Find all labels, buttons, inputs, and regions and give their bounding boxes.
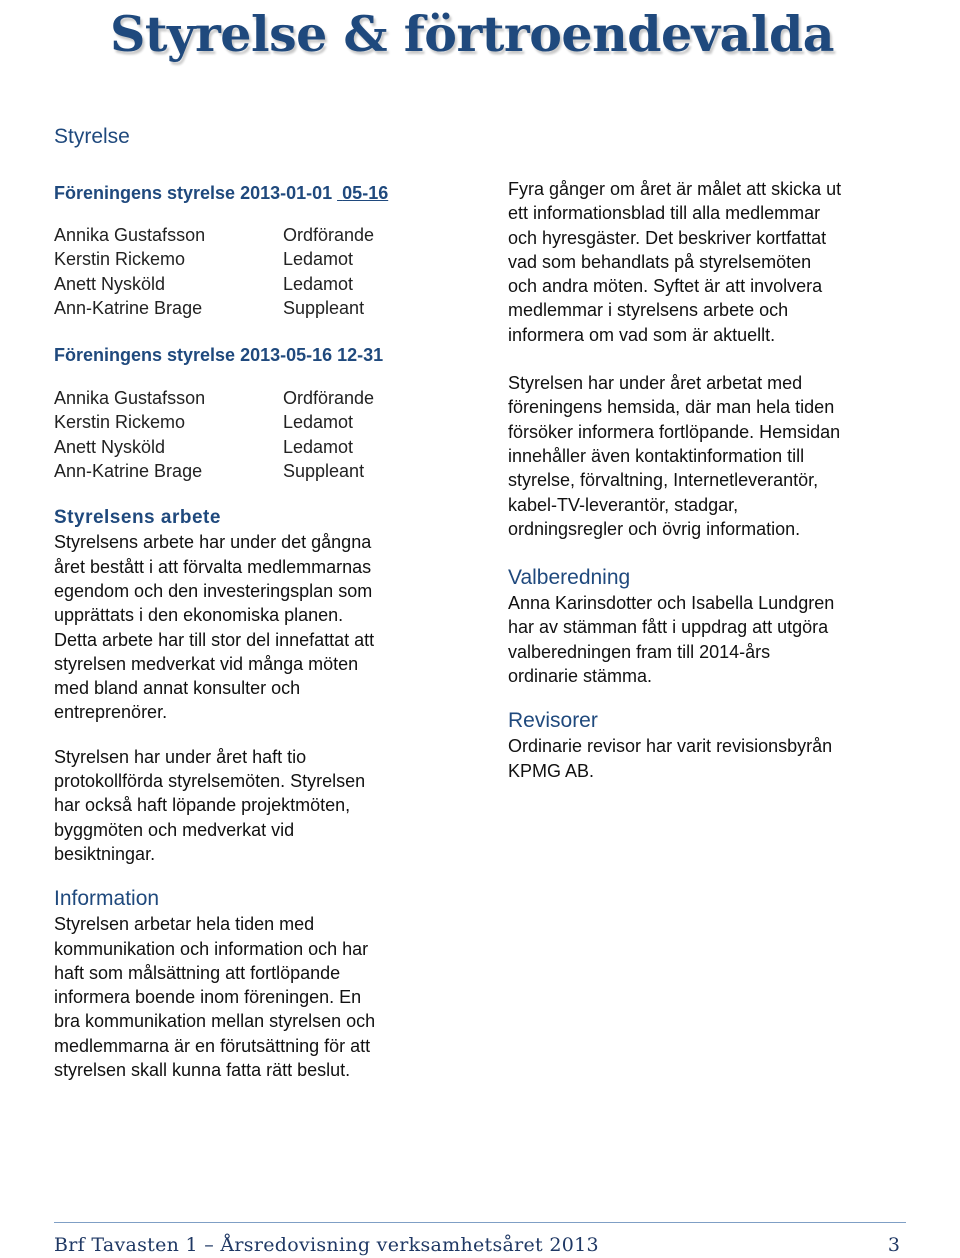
member-row [54,459,474,483]
member-name: Anett Nysköld [54,273,166,294]
revisorer-paragraph: Ordinarie revisor har varit revisionsbyrån KPMG AB. [508,736,833,781]
left-column [54,123,474,1082]
member-role: Ordförande [283,225,375,245]
styrelsens-arbete-paragraph-2: Styrelsen har under året haft tio protokollförda styrelsemöten. Styrelsen har också haft löpande projektmöten, byggmöten och medverkat vid besiktningar. [54,746,366,864]
footer-divider [54,1222,906,1223]
member-row [54,386,474,410]
styrelse-heading: Styrelse [54,125,130,148]
member-row [54,296,474,320]
period1-heading-suffix: 05-16 [342,183,389,203]
period2-member-list [54,386,474,483]
member-row [54,435,474,459]
member-row [54,410,474,434]
member-role: Suppleant [283,461,365,482]
information-heading: Information [54,887,160,911]
member-name: Annika Gustafsson [54,225,206,245]
styrelsens-arbete-paragraph-1: Styrelsens arbete har under det gångna året bestått i att förvalta medlemmarnas egendom och den investeringsplan som upprättats i den ekonomiska planen. Detta arbete har till stor del innefattat att styrelsen medverkat vid många möten med bland annat konsulter och entreprenörer. [54,532,375,723]
member-name: Ann-Katrine Brage [54,297,203,318]
styrelsens-arbete-heading: Styrelsens arbete [54,507,221,529]
member-role: Ledamot [283,273,354,294]
member-name: Kerstin Rickemo [54,249,186,270]
member-name: Kerstin Rickemo [54,412,186,433]
period2-heading: Föreningens styrelse 2013-05-16 12-31 [54,345,384,366]
period1-heading [54,181,474,205]
newsletter-paragraph: Fyra gånger om året är målet att skicka ut ett informationsblad till alla medlemmar och hyresgäster. Det beskriver kortfattat vad som behandlats på styrelsemöten och andra möten. Syftet är att involvera medlemmar i styrelsens arbete och informera om vad som är aktuellt. [508,179,842,345]
member-row [54,272,474,296]
page-number: 3 [887,1234,900,1256]
member-name: Anett Nysköld [54,436,166,457]
member-role: Ordförande [283,388,375,409]
member-row [54,247,474,271]
period1-member-list [54,223,474,320]
website-paragraph: Styrelsen har under året arbetat med föreningens hemsida, där man hela tiden försöker informera fortlöpande. Hemsidan innehåller även kontaktinformation till styrelse, förvaltning, Internetleverantör, kabel-TV-leverantör, stadgar, ordningsregler och övrig information. [508,373,841,539]
member-role: Ledamot [283,249,354,270]
member-role: Ledamot [283,436,354,457]
member-role: Suppleant [283,297,365,318]
page-title: Styrelse & förtroendevalda [110,5,835,63]
member-role: Ledamot [283,412,354,433]
information-paragraph: Styrelsen arbetar hela tiden med kommunikation och information och har haft som målsättning att fortlöpande informera boende inom föreningen. En bra kommunikation mellan styrelsen och medlemmarna är en förutsättning för att styrelsen skall kunna fatta rätt beslut. [54,914,376,1081]
period1-heading-text: Föreningens styrelse 2013-01-01 [54,183,333,203]
valberedning-paragraph: Anna Karinsdotter och Isabella Lundgren har av stämman fått i uppdrag att utgöra valberedningen fram till 2014-års ordinarie stämma. [508,593,835,687]
footer-text: Brf Tavasten 1 – Årsredovisning verksamhetsåret 2013 [54,1234,599,1256]
member-row [54,223,474,247]
revisorer-heading: Revisorer [508,709,598,733]
valberedning-heading: Valberedning [508,566,631,590]
member-name: Annika Gustafsson [54,388,206,409]
member-name: Ann-Katrine Brage [54,461,203,482]
right-column [508,177,908,783]
